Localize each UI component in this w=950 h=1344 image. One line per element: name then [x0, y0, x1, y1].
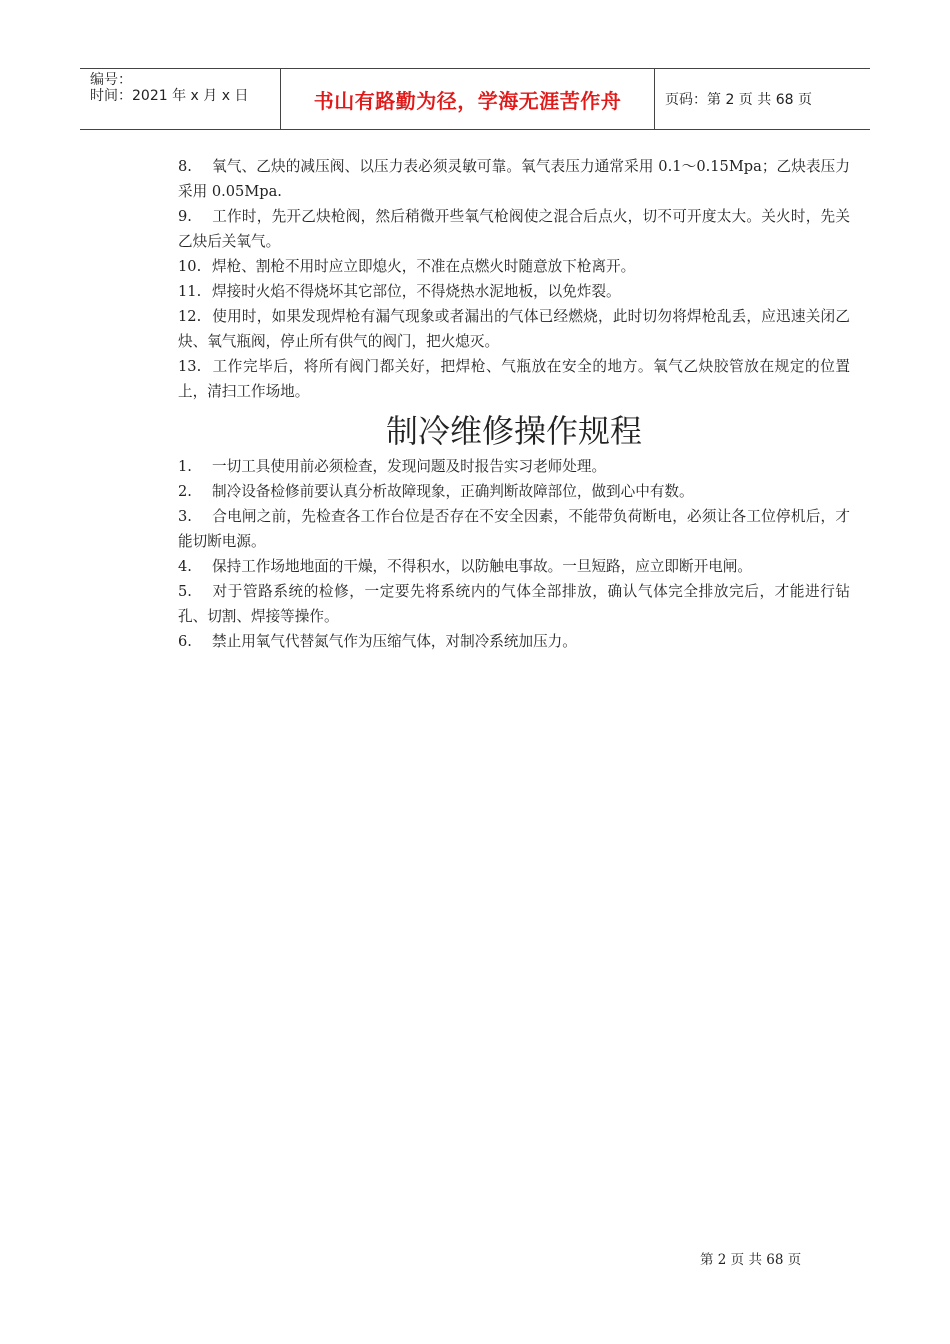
header-page-info: 页码：第 2 页 共 68 页: [665, 92, 812, 108]
page-footer: 第 2 页 共 68 页: [700, 1252, 802, 1268]
item-text: 合电闸之前，先检查各工作台位是否存在不安全因素，不能带负荷断电，必须让各工位停机后，才能切断电源。: [178, 508, 850, 550]
item-number: 6.: [178, 633, 192, 650]
item-number: 3.: [178, 508, 192, 525]
list-item: [178, 454, 850, 479]
item-text: 焊接时火焰不得烧坏其它部位，不得烧热水泥地板，以免炸裂。: [212, 283, 621, 300]
code-label: 编号：: [90, 72, 132, 88]
item-text: 一切工具使用前必须检查，发现问题及时报告实习老师处理。: [212, 458, 607, 475]
item-text: 焊枪、割枪不用时应立即熄火，不准在点燃火时随意放下枪离开。: [212, 258, 636, 275]
section-title: 制冷维修操作规程: [385, 412, 642, 450]
item-number: 5.: [178, 583, 192, 600]
list-item: [178, 354, 850, 404]
item-number: 11.: [178, 283, 202, 300]
item-number: 2.: [178, 483, 192, 500]
list-item: [178, 204, 850, 254]
document-body: [178, 154, 850, 654]
item-number: 13.: [178, 358, 202, 375]
item-text: 对于管路系统的检修，一定要先将系统内的气体全部排放，确认气体完全排放完后，才能进行钻孔、切割、焊接等操作。: [178, 583, 850, 625]
item-text: 制冷设备检修前要认真分析故障现象，正确判断故障部位，做到心中有数。: [212, 483, 694, 500]
item-text: 工作时，先开乙炔枪阀，然后稍微开些氧气枪阀使之混合后点火，切不可开度太大。关火时，先关乙炔后关氧气。: [178, 208, 850, 250]
list-item: [178, 504, 850, 554]
header-meta: [80, 69, 281, 129]
header-motto: 书山有路勤为径，学海无涯苦作舟: [281, 69, 655, 129]
list-item: [178, 254, 850, 279]
item-number: 1.: [178, 458, 192, 475]
item-number: 12.: [178, 308, 202, 325]
item-text: 使用时，如果发现焊枪有漏气现象或者漏出的气体已经燃烧，此时切勿将焊枪乱丢，应迅速关闭乙炔、氧气瓶阀，停止所有供气的阀门，把火熄灭。: [178, 308, 850, 350]
item-number: 9.: [178, 208, 192, 225]
list-item: [178, 304, 850, 354]
list-item: [178, 479, 850, 504]
list-item: [178, 579, 850, 629]
item-text: 保持工作场地地面的干燥，不得积水，以防触电事故。一旦短路，应立即断开电闸。: [212, 558, 752, 575]
time-label: 时间：2021 年 x 月 x 日: [90, 88, 249, 104]
item-number: 10.: [178, 258, 202, 275]
list-item: [178, 554, 850, 579]
item-text: 氧气、乙炔的减压阀、以压力表必须灵敏可靠。氧气表压力通常采用 0.1～0.15Mpa；乙炔表压力采用 0.05Mpa.: [178, 158, 850, 200]
list-item: [178, 154, 850, 204]
item-number: 8.: [178, 158, 192, 175]
list-item: [178, 279, 850, 304]
item-text: 禁止用氧气代替氮气作为压缩气体，对制冷系统加压力。: [212, 633, 577, 650]
page-header: [80, 68, 870, 130]
item-text: 工作完毕后，将所有阀门都关好，把焊枪、气瓶放在安全的地方。氧气乙炔胶管放在规定的位置上，清扫工作场地。: [178, 358, 850, 400]
list-item: [178, 629, 850, 654]
item-number: 4.: [178, 558, 192, 575]
